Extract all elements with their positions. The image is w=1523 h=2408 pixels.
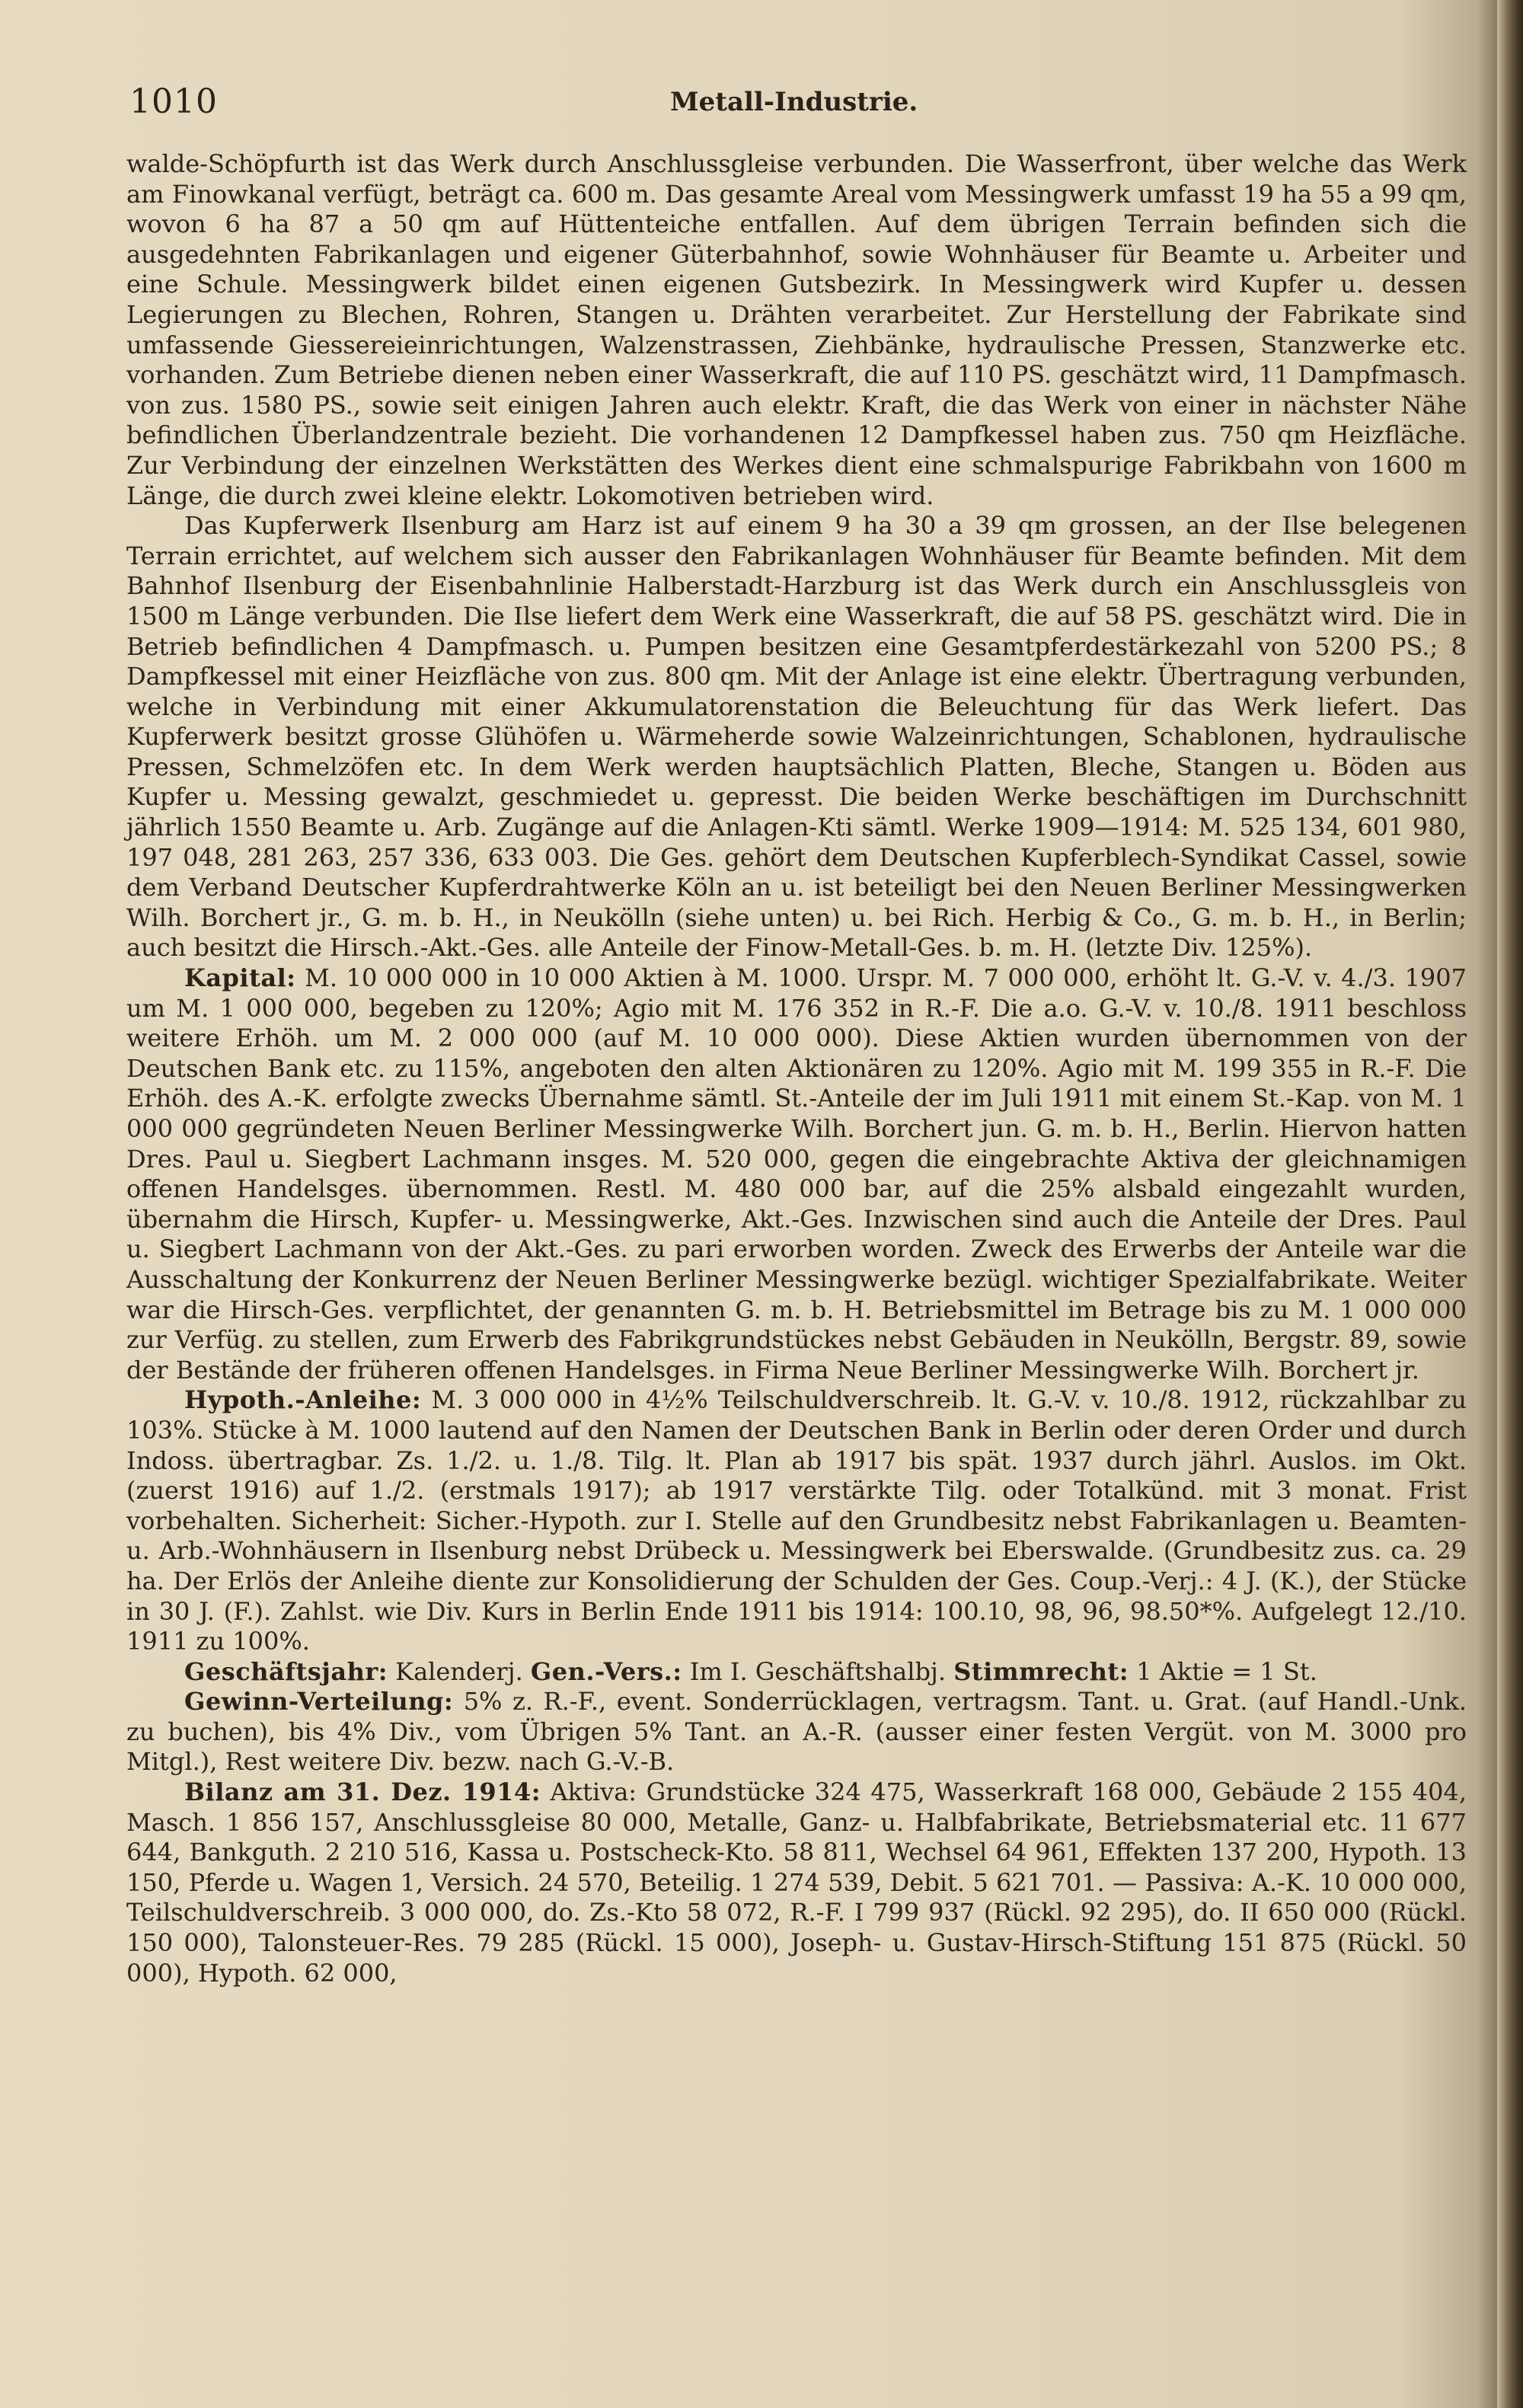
geschaeftsjahr-label: Geschäftsjahr: xyxy=(184,1656,388,1686)
stimmrecht-text: 1 Aktie = 1 St. xyxy=(1136,1656,1317,1686)
paragraph-kupferwerk-ilsenburg: Das Kupferwerk Ilsenburg am Harz ist auf einem 9 ha 30 a 39 qm grossen, an der Ilse belegenen Terrain errichtet, auf welchem sich ausser den Fabrikanlagen Wohnhäuser für Beamte befinden. Mit dem Bahnhof Ilsenburg der Eisenbahnlinie Halberstadt-Harzburg ist das Werk durch ein Anschlussgleis von 1500 m Länge verbunden. Die Ilse liefert dem Werk eine Wasserkraft, die auf 58 PS. geschätzt wird. Die in Betrieb befindlichen 4 Dampfmasch. u. Pumpen besitzen eine Gesamtpferdestärkezahl von 5200 PS.; 8 Dampfkessel mit einer Heizfläche von zus. 800 qm. Mit der Anlage ist eine elektr. Übertragung verbunden, welche in Verbindung mit einer Akkumulatorenstation die Beleuchtung für das Werk liefert. Das Kupferwerk besitzt grosse Glühöfen u. Wärmeherde sowie Walzeinrichtungen, Schablonen, hydraulische Pressen, Schmelzöfen etc. In dem Werk werden hauptsächlich Platten, Bleche, Stangen u. Böden aus Kupfer u. Messing gewalzt, geschmiedet u. gepresst. Die beiden Werke beschäftigen im Durchschnitt jährlich 1550 Beamte u. Arb. Zugänge auf die Anlagen-Kti sämtl. Werke 1909—1914: M. 525 134, 601 980, 197 048, 281 263, 257 336, 633 003. Die Ges. gehört dem Deutschen Kupferblech-Syndikat Cassel, sowie dem Verband Deutscher Kupferdrahtwerke Köln an u. ist beteiligt bei den Neuen Berliner Messingwerken Wilh. Borchert jr., G. m. b. H., in Neukölln (siehe unten) u. bei Rich. Herbig & Co., G. m. b. H., in Berlin; auch besitzt die Hirsch.-Akt.-Ges. alle Anteile der Finow-Metall-Ges. b. m. H. (letzte Div. 125%). xyxy=(126,511,1467,963)
bilanz-text: Aktiva: Grundstücke 324 475, Wasserkraft 168 000, Gebäude 2 155 404, Masch. 1 856 157, Anschlussgleise 80 000, Metalle, Ganz- u. Halbfabrikate, Betriebsmaterial etc. 11 677 644, Bankguth. 2 210 516, Kassa u. Postscheck-Kto. 58 811, Wechsel 64 961, Effekten 137 200, Hypoth. 13 150, Pferde u. Wagen 1, Versich. 24 570, Beteilig. 1 274 539, Debit. 5 621 701. — Passiva: A.-K. 10 000 000, Teilschuldverschreib. 3 000 000, do. Zs.-Kto 58 072, R.-F. I 799 937 (Rückl. 92 295), do. II 650 000 (Rückl. 150 000), Talonsteuer-Res. 79 285 (Rückl. 15 000), Joseph- u. Gustav-Hirsch-Stiftung 151 875 (Rückl. 50 000), Hypoth. 62 000, xyxy=(126,1777,1467,1988)
gewinn-text: 5% z. R.-F., event. Sonderrücklagen, vertragsm. Tant. u. Grat. (auf Handl.-Unk. zu buchen), bis 4% Div., vom Übrigen 5% Tant. an A.-R. (ausser einer festen Vergüt. von M. 3000 pro Mitgl.), Rest weitere Div. bezw. nach G.-V.-B. xyxy=(126,1687,1467,1777)
book-spine-shadow xyxy=(1497,0,1523,2408)
stimmrecht-label: Stimmrecht: xyxy=(953,1656,1129,1686)
gewinn-label: Gewinn-Verteilung: xyxy=(184,1687,454,1717)
kapital-text: M. 10 000 000 in 10 000 Aktien à M. 1000. Urspr. M. 7 000 000, erhöht lt. G.-V. v. 4./3. 1907 um M. 1 000 000, begeben zu 120%; Agio mit M. 176 352 in R.-F. Die a.o. G.-V. v. 10./8. 1911 beschloss weitere Erhöh. um M. 2 000 000 (auf M. 10 000 000). Diese Aktien wurden übernommen von der Deutschen Bank etc. zu 115%, angeboten den alten Aktionären zu 120%. Agio mit M. 199 355 in R.-F. Die Erhöh. des A.-K. erfolgte zwecks Übernahme sämtl. St.-Anteile der im Juli 1911 mit einem St.-Kap. von M. 1 000 000 gegründeten Neuen Berliner Messingwerke Wilh. Borchert jun. G. m. b. H., Berlin. Hiervon hatten Dres. Paul u. Siegbert Lachmann insges. M. 520 000, gegen die eingebrachte Aktiva der gleichnamigen offenen Handelsges. übernommen. Restl. M. 480 000 bar, auf die 25% alsbald eingezahlt wurden, übernahm die Hirsch, Kupfer- u. Messingwerke, Akt.-Ges. Inzwischen sind auch die Anteile der Dres. Paul u. Siegbert Lachmann von der Akt.-Ges. zu pari erworben worden. Zweck des Erwerbs der Anteile war die Ausschaltung der Konkurrenz der Neuen Berliner Messingwerke bezügl. wichtiger Spezialfabrikate. Weiter war die Hirsch-Ges. verpflichtet, der genannten G. m. b. H. Betriebsmittel im Betrage bis zu M. 1 000 000 zur Verfüg. zu stellen, zum Erwerb des Fabrikgrundstückes nebst Gebäuden in Neukölln, Bergstr. 89, sowie der Bestände der früheren offenen Handelsges. in Firma Neue Berliner Messingwerke Wilh. Borchert jr. xyxy=(126,963,1467,1384)
genvers-text: Im I. Geschäftshalbj. xyxy=(689,1656,947,1686)
page-number: 1010 xyxy=(129,82,218,121)
body-text xyxy=(126,149,1467,1988)
hypoth-text: M. 3 000 000 in 4½% Teilschuldverschreib. lt. G.-V. v. 10./8. 1912, rückzahlbar zu 103%. Stücke à M. 1000 lautend auf den Namen der Deutschen Bank in Berlin oder deren Order und durch Indoss. übertragbar. Zs. 1./2. u. 1./8. Tilg. lt. Plan ab 1917 bis spät. 1937 durch jährl. Auslos. im Okt. (zuerst 1916) auf 1./2. (erstmals 1917); ab 1917 verstärkte Tilg. oder Totalkünd. mit 3 monat. Frist vorbehalten. Sicherheit: Sicher.-Hypoth. zur I. Stelle auf den Grundbesitz nebst Fabrikanlagen u. Beamten- u. Arb.-Wohnhäusern in Ilsenburg nebst Drübeck u. Messingwerk bei Eberswalde. (Grundbesitz zus. ca. 29 ha. Der Erlös der Anleihe diente zur Konsolidierung der Schulden der Ges. Coup.-Verj.: 4 J. (K.), der Stücke in 30 J. (F.). Zahlst. wie Div. Kurs in Berlin Ende 1911 bis 1914: 100.10, 98, 96, 98.50*%. Aufgelegt 12./10. 1911 zu 100%. xyxy=(126,1385,1467,1656)
geschaeftsjahr-text: Kalenderj. xyxy=(395,1656,523,1686)
paragraph-messingwerk: walde-Schöpfurth ist das Werk durch Anschlussgleise verbunden. Die Wasserfront, über welche das Werk am Finowkanal verfügt, beträgt ca. 600 m. Das gesamte Areal vom Messingwerk umfasst 19 ha 55 a 99 qm, wovon 6 ha 87 a 50 qm auf Hüttenteiche entfallen. Auf dem übrigen Terrain befinden sich die ausgedehnten Fabrikanlagen und eigener Güterbahnhof, sowie Wohnhäuser für Beamte u. Arbeiter und eine Schule. Messingwerk bildet einen eigenen Gutsbezirk. In Messingwerk wird Kupfer u. dessen Legierungen zu Blechen, Rohren, Stangen u. Drähten verarbeitet. Zur Herstellung der Fabrikate sind umfassende Giessereieinrichtungen, Walzenstrassen, Ziehbänke, hydraulische Pressen, Stanzwerke etc. vorhanden. Zum Betriebe dienen neben einer Wasserkraft, die auf 110 PS. geschätzt wird, 11 Dampfmasch. von zus. 1580 PS., sowie seit einigen Jahren auch elektr. Kraft, die das Werk von einer in nächster Nähe befindlichen Überlandzentrale bezieht. Die vorhandenen 12 Dampfkessel haben zus. 750 qm Heizfläche. Zur Verbindung der einzelnen Werkstätten des Werkes dient eine schmalspurige Fabrikbahn von 1600 m Länge, die durch zwei kleine elektr. Lokomotiven betrieben wird. xyxy=(126,149,1467,510)
section-hypoth-anleihe xyxy=(126,1385,1467,1656)
kapital-label: Kapital: xyxy=(184,963,296,993)
hypoth-label: Hypoth.-Anleihe: xyxy=(184,1385,422,1415)
section-gewinn-verteilung xyxy=(126,1687,1467,1777)
page-header xyxy=(0,76,1523,137)
bilanz-label: Bilanz am 31. Dez. 1914: xyxy=(184,1777,541,1807)
genvers-label: Gen.-Vers.: xyxy=(530,1656,682,1686)
section-kapital xyxy=(126,963,1467,1385)
running-title: Metall-Industrie. xyxy=(670,87,918,117)
section-geschaeftsjahr xyxy=(126,1657,1467,1688)
section-bilanz xyxy=(126,1777,1467,1988)
